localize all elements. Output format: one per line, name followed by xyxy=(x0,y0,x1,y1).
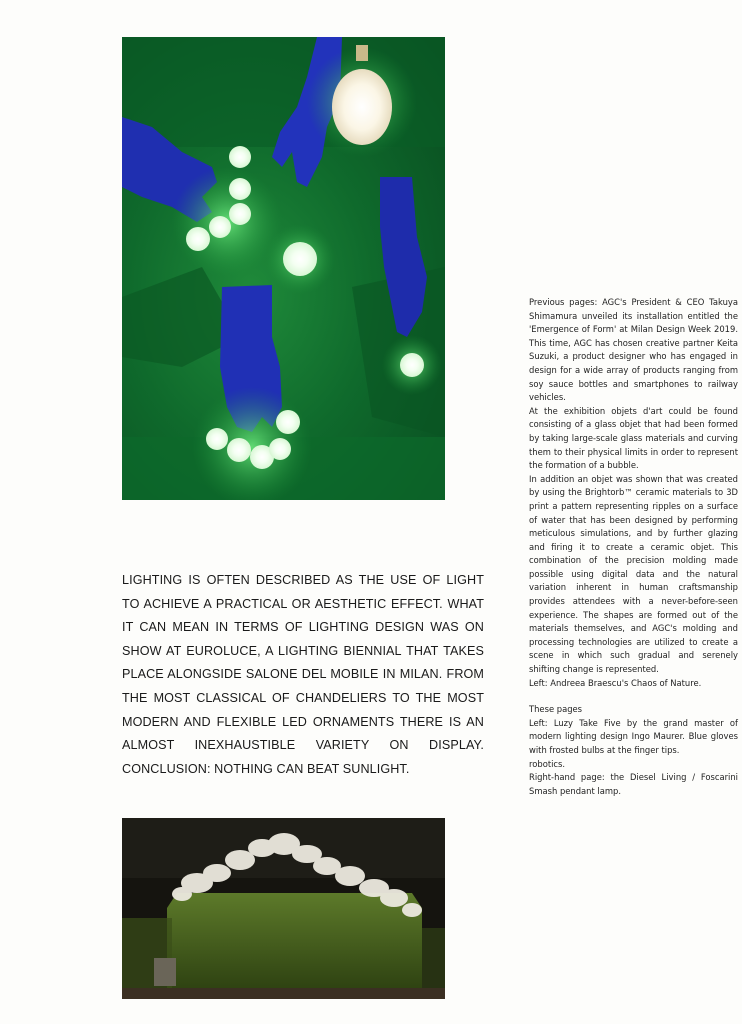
caption-paragraph: Left: Luzy Take Five by the grand master of modern lighting design Ingo Maurer. Blue gloves with frosted bulbs at the finger tips. xyxy=(529,717,738,755)
caption-paragraph: At the exhibition objets d'art could be found consisting of a glass objet that had been formed by taking large-scale glass materials and curving them to their physical limits in order to represent the formation of a bubble. xyxy=(529,405,738,471)
caption-paragraph: In addition an objet was shown that was created by using the Brightorb™ ceramic materials to 3D print a pattern representing ripples on a surface of water that has been designed by performing meticulous simulations, and by further glazing and firing it to create a ceramic objet. This combination of the precision molding made possible using digital data and the natural variation inherent in human craftsmanship provides attendees with a never-before-seen experience. The shapes are formed out of the materials themselves, and AGC's molding and processing technologies are utilized to create a scene in which such gradual and serenely shifting change is represented. xyxy=(529,473,738,675)
gloves-bulbs-photo xyxy=(122,37,445,500)
pull-quote: LIGHTING IS OFTEN DESCRIBED AS THE USE OF LIGHT TO ACHIEVE A PRACTICAL OR AESTHETIC EFFECT. WHAT IT CAN MEAN IN TERMS OF LIGHTING DESIGN WAS ON SHOW AT EUROLUCE, A LIGHTING BIENNIAL THAT TAKES PLACE ALONGSIDE SALONE DEL MOBILE IN MILAN. FROM THE MOST CLASSICAL OF CHANDELIERS TO THE MOST MODERN AND FLEXIBLE LED ORNAMENTS THERE IS AN ALMOST INEXHAUSTIBLE VARIETY ON DISPLAY. CONCLUSION: NOTHING CAN BEAT SUNLIGHT. xyxy=(122,573,484,776)
caption-paragraph: Previous pages: AGC's President & CEO Takuya Shimamura unveiled its installation entitled the 'Emergence of Form' at Milan Design Week 2019. This time, AGC has chosen creative partner Keita Suzuki, a product designer who has engaged in design for a wide array of products ranging from soy sauce bottles and smartphones to railway vehicles. xyxy=(529,297,738,403)
caption-paragraph: Left: Andreea Braescu's Chaos of Nature. xyxy=(529,677,702,688)
caption-spacer xyxy=(529,690,738,703)
flower-hedge-photo xyxy=(122,818,445,999)
caption-paragraph: Right-hand page: the Diesel Living / Foscarini Smash pendant lamp. xyxy=(529,772,738,796)
caption-column xyxy=(529,296,738,798)
caption-heading: These pages xyxy=(529,704,583,715)
caption-paragraph: robotics. xyxy=(529,758,566,769)
flower-hedge-illustration xyxy=(122,818,445,999)
gloves-bulbs-illustration xyxy=(122,37,445,500)
